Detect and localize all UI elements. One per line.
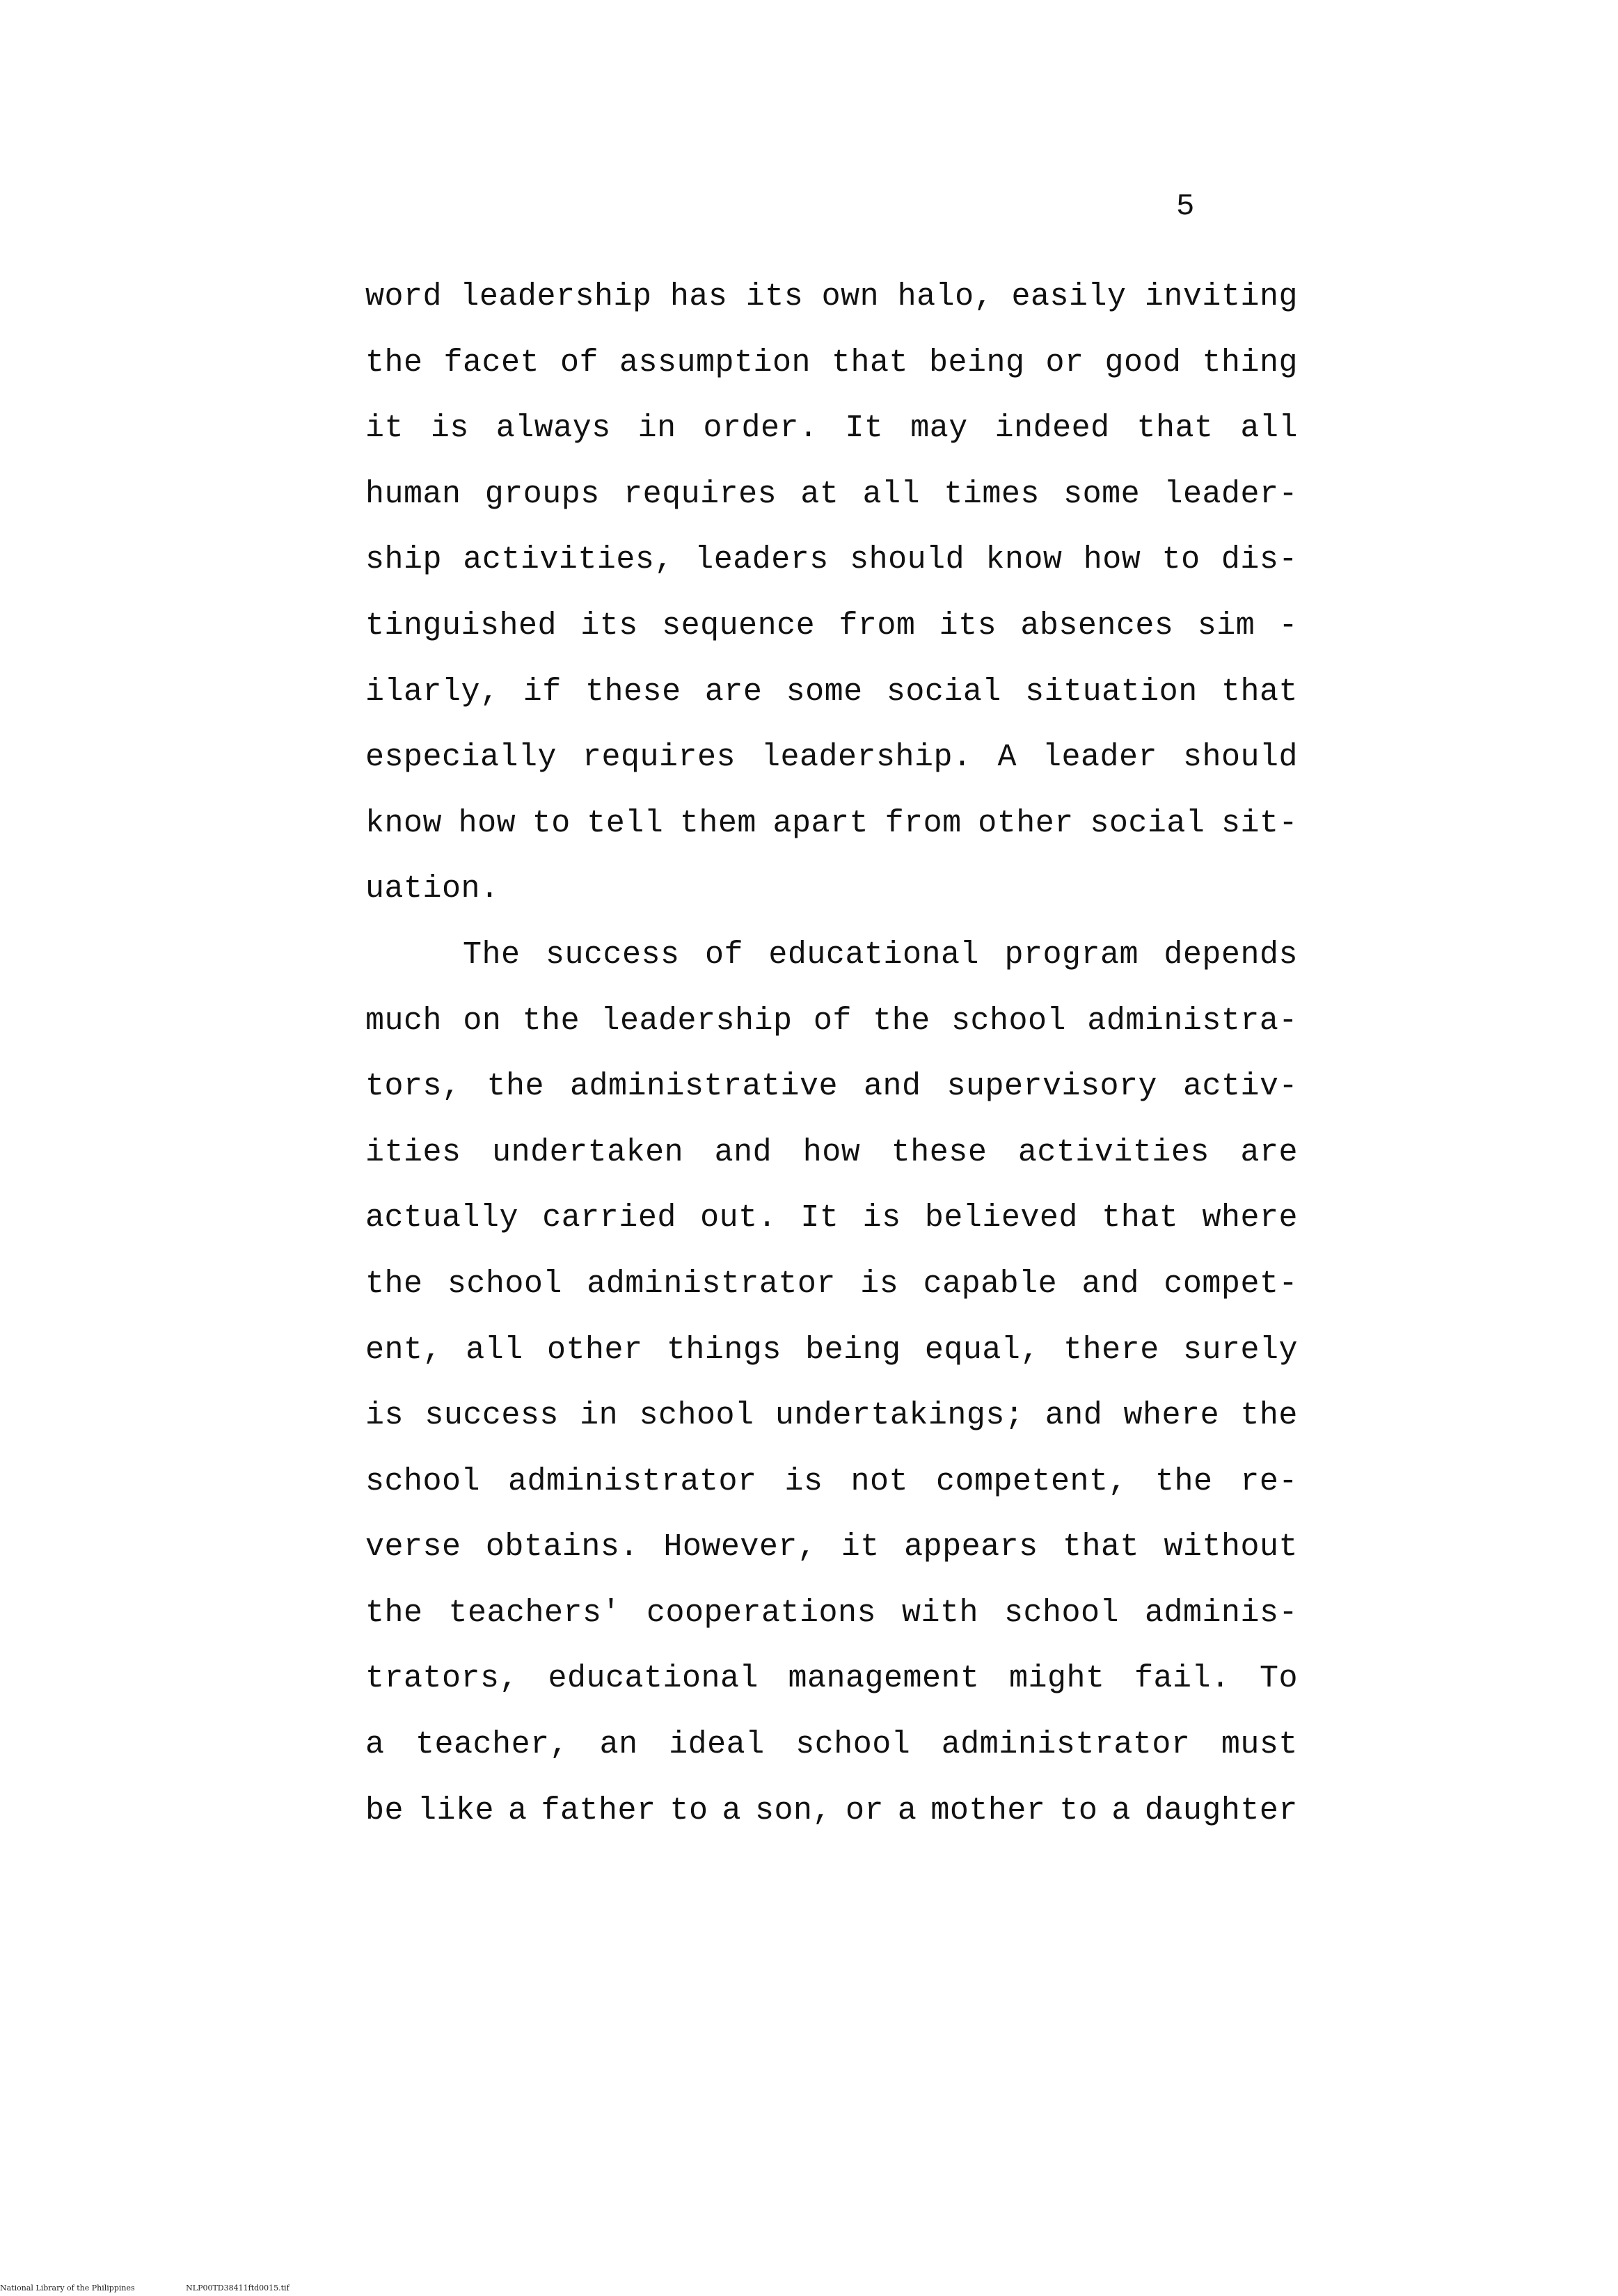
text-line bbox=[365, 1318, 1298, 1384]
word: at bbox=[800, 476, 839, 512]
word: how bbox=[802, 1134, 861, 1170]
word: how bbox=[1083, 542, 1141, 578]
word: are bbox=[704, 673, 763, 710]
word: situation bbox=[1025, 673, 1198, 710]
word: its bbox=[745, 279, 804, 314]
word: leadership bbox=[601, 1003, 793, 1039]
word: these bbox=[585, 673, 681, 710]
word: some bbox=[786, 673, 863, 710]
text-line bbox=[365, 660, 1298, 726]
word: are bbox=[1240, 1134, 1298, 1170]
text-line bbox=[365, 989, 1298, 1055]
footer-filename: NLP00TD38411ftd0015.tif bbox=[186, 2283, 290, 2293]
word: program bbox=[1004, 936, 1139, 973]
word: that bbox=[1221, 673, 1298, 710]
word: the bbox=[1155, 1463, 1213, 1499]
word: son, bbox=[754, 1792, 832, 1828]
word: and bbox=[1081, 1266, 1140, 1302]
word: to bbox=[1161, 542, 1200, 578]
word: the bbox=[365, 1595, 423, 1631]
word: being bbox=[805, 1332, 901, 1368]
word: activities bbox=[1017, 1134, 1209, 1170]
word: school bbox=[795, 1727, 911, 1763]
word: that bbox=[831, 344, 909, 381]
word: tell bbox=[587, 805, 664, 841]
word: school bbox=[951, 1003, 1067, 1039]
word: undertaken bbox=[492, 1134, 684, 1170]
word: should bbox=[1182, 740, 1298, 776]
text-line bbox=[365, 527, 1298, 593]
word: ities bbox=[365, 1134, 461, 1170]
word: where bbox=[1123, 1398, 1220, 1434]
word: that bbox=[1136, 410, 1214, 447]
word: facet bbox=[443, 344, 540, 381]
word: uation. bbox=[365, 871, 500, 907]
word: requires bbox=[582, 740, 736, 776]
word: is bbox=[430, 410, 469, 447]
word: assumption bbox=[619, 344, 811, 381]
word: all bbox=[862, 476, 921, 512]
word: teachers' bbox=[448, 1595, 621, 1631]
text-line bbox=[365, 593, 1298, 660]
word: a bbox=[722, 1792, 741, 1828]
word: be bbox=[365, 1792, 404, 1828]
word: leaders bbox=[695, 542, 829, 578]
word: educational bbox=[548, 1661, 759, 1697]
word: of bbox=[704, 936, 743, 973]
word: administrator bbox=[507, 1463, 757, 1499]
word: that bbox=[1102, 1200, 1179, 1236]
word: adminis- bbox=[1144, 1595, 1298, 1631]
word: it bbox=[841, 1529, 880, 1565]
word: - bbox=[1278, 607, 1298, 644]
word: not bbox=[850, 1463, 908, 1499]
word: verse bbox=[365, 1529, 461, 1565]
word: a bbox=[365, 1727, 385, 1763]
word: actually bbox=[365, 1200, 519, 1236]
word: to bbox=[669, 1792, 708, 1828]
word: the bbox=[522, 1003, 580, 1039]
text-line bbox=[365, 264, 1298, 330]
body-text bbox=[365, 264, 1298, 1844]
word: is bbox=[365, 1398, 404, 1434]
text-line bbox=[365, 923, 1298, 989]
word: other bbox=[978, 805, 1074, 841]
footer-library: National Library of the Philippines bbox=[0, 2283, 135, 2293]
word: cooperations bbox=[646, 1595, 877, 1631]
word: ent, bbox=[365, 1332, 443, 1368]
word: sit- bbox=[1221, 805, 1298, 841]
word: on bbox=[463, 1003, 502, 1039]
text-line bbox=[365, 1581, 1298, 1647]
text-line bbox=[365, 791, 1298, 857]
word: tors, bbox=[365, 1069, 461, 1105]
word: that bbox=[1063, 1529, 1140, 1565]
word: administrative bbox=[569, 1069, 839, 1105]
word: the bbox=[365, 344, 423, 381]
word: all bbox=[466, 1332, 523, 1368]
word: word bbox=[365, 279, 443, 314]
word: must bbox=[1221, 1727, 1298, 1763]
text-line bbox=[365, 330, 1298, 397]
word: good bbox=[1104, 344, 1182, 381]
word: is bbox=[862, 1200, 901, 1236]
word: thing bbox=[1202, 344, 1298, 381]
word: is bbox=[784, 1463, 823, 1499]
word: leadership. bbox=[761, 740, 972, 776]
word: requires bbox=[624, 476, 777, 512]
word: a bbox=[507, 1792, 528, 1828]
word: has bbox=[669, 279, 728, 314]
word: inviting bbox=[1144, 279, 1298, 314]
word: management bbox=[788, 1661, 980, 1697]
text-line bbox=[365, 462, 1298, 528]
word: absences bbox=[1020, 607, 1174, 644]
text-line bbox=[365, 1778, 1298, 1844]
word: the bbox=[873, 1003, 930, 1039]
word: or bbox=[845, 1792, 884, 1828]
word: equal, bbox=[924, 1332, 1040, 1368]
word: groups bbox=[484, 476, 600, 512]
word: to bbox=[532, 805, 571, 841]
word: know bbox=[365, 805, 443, 841]
word: ship bbox=[365, 542, 443, 578]
word: might bbox=[1009, 1661, 1105, 1697]
word: leader- bbox=[1164, 476, 1298, 512]
word: It bbox=[845, 410, 884, 447]
word: where bbox=[1202, 1200, 1298, 1236]
text-line bbox=[365, 1054, 1298, 1120]
word: times bbox=[944, 476, 1040, 512]
word: with bbox=[901, 1595, 979, 1631]
word: the bbox=[1240, 1398, 1298, 1434]
word: activities, bbox=[463, 542, 674, 578]
word: A bbox=[997, 740, 1017, 776]
word: educational bbox=[768, 936, 979, 973]
word: mother bbox=[930, 1792, 1046, 1828]
word: like bbox=[417, 1792, 495, 1828]
word: much bbox=[365, 1003, 443, 1039]
word: its bbox=[939, 607, 997, 644]
word: social bbox=[1090, 805, 1205, 841]
word: surely bbox=[1182, 1332, 1298, 1368]
word: trators, bbox=[365, 1661, 519, 1697]
word: being bbox=[928, 344, 1025, 381]
text-line bbox=[365, 396, 1298, 462]
word: depends bbox=[1164, 936, 1298, 973]
word: competent, bbox=[935, 1463, 1127, 1499]
word: a bbox=[897, 1792, 917, 1828]
word: it bbox=[365, 410, 404, 447]
word: To bbox=[1259, 1661, 1298, 1697]
word: how bbox=[458, 805, 516, 841]
word: and bbox=[1045, 1398, 1103, 1434]
word: or bbox=[1045, 344, 1084, 381]
word: easily bbox=[1011, 279, 1127, 314]
word: know bbox=[985, 542, 1063, 578]
word: success bbox=[425, 1398, 559, 1434]
text-line bbox=[365, 1449, 1298, 1515]
word: in bbox=[637, 410, 676, 447]
text-line bbox=[365, 1120, 1298, 1186]
text-line bbox=[365, 1646, 1298, 1712]
word: undertakings; bbox=[775, 1398, 1024, 1434]
word: The bbox=[463, 936, 521, 973]
word: fail. bbox=[1134, 1661, 1230, 1697]
word: success bbox=[545, 936, 680, 973]
word: apart bbox=[772, 805, 869, 841]
word: all bbox=[1240, 410, 1298, 447]
page-number: 5 bbox=[1176, 189, 1195, 224]
word: in bbox=[580, 1398, 619, 1434]
word: school bbox=[447, 1266, 562, 1302]
word: re- bbox=[1240, 1463, 1298, 1499]
word: there bbox=[1063, 1332, 1159, 1368]
text-line bbox=[365, 1712, 1298, 1778]
word: things bbox=[666, 1332, 782, 1368]
word: without bbox=[1164, 1529, 1298, 1565]
word: appears bbox=[904, 1529, 1038, 1565]
word: should bbox=[850, 542, 965, 578]
word: own bbox=[821, 279, 880, 314]
word: ilarly, bbox=[365, 673, 500, 710]
word: daughter bbox=[1144, 1792, 1298, 1828]
word: human bbox=[365, 476, 461, 512]
word: carried bbox=[542, 1200, 676, 1236]
word: administrator bbox=[941, 1727, 1191, 1763]
word: compet- bbox=[1164, 1266, 1298, 1302]
word: of bbox=[560, 344, 598, 381]
word: believed bbox=[924, 1200, 1078, 1236]
word: sim bbox=[1197, 607, 1255, 644]
text-line bbox=[365, 1252, 1298, 1318]
word: order. bbox=[703, 410, 818, 447]
word: tinguished bbox=[365, 607, 557, 644]
word: to bbox=[1059, 1792, 1098, 1828]
word: capable bbox=[923, 1266, 1058, 1302]
word: some bbox=[1063, 476, 1141, 512]
word: administra- bbox=[1087, 1003, 1298, 1039]
word: school bbox=[639, 1398, 754, 1434]
word: teacher, bbox=[415, 1727, 569, 1763]
word: out. bbox=[700, 1200, 777, 1236]
word: activ- bbox=[1182, 1069, 1298, 1105]
word: of bbox=[813, 1003, 852, 1039]
word: indeed bbox=[994, 410, 1110, 447]
word: leader bbox=[1042, 740, 1158, 776]
text-line bbox=[365, 1186, 1298, 1252]
word: from bbox=[839, 607, 916, 644]
word: them bbox=[679, 805, 756, 841]
text-line bbox=[365, 725, 1298, 791]
word: the bbox=[486, 1069, 544, 1105]
word: from bbox=[885, 805, 962, 841]
word: It bbox=[800, 1200, 839, 1236]
word: leadership bbox=[460, 279, 652, 314]
word: especially bbox=[365, 740, 557, 776]
word: these bbox=[891, 1134, 988, 1170]
word: a bbox=[1111, 1792, 1131, 1828]
word: and bbox=[863, 1069, 921, 1105]
word: dis- bbox=[1221, 542, 1298, 578]
word: is bbox=[860, 1266, 899, 1302]
word: its bbox=[580, 607, 638, 644]
word: if bbox=[523, 673, 562, 710]
word: the bbox=[365, 1266, 423, 1302]
word: supervisory bbox=[946, 1069, 1157, 1105]
text-line bbox=[365, 1515, 1298, 1581]
word: ideal bbox=[669, 1727, 765, 1763]
word: always bbox=[495, 410, 611, 447]
word: administrator bbox=[587, 1266, 836, 1302]
scan-footer bbox=[0, 2283, 338, 2293]
word: school bbox=[365, 1463, 481, 1499]
word: and bbox=[714, 1134, 772, 1170]
word: obtains. bbox=[485, 1529, 639, 1565]
word: halo, bbox=[897, 279, 994, 314]
word: social bbox=[886, 673, 1001, 710]
word: However, bbox=[663, 1529, 817, 1565]
word: sequence bbox=[662, 607, 816, 644]
word: may bbox=[910, 410, 968, 447]
word: school bbox=[1004, 1595, 1119, 1631]
word: other bbox=[547, 1332, 643, 1368]
word: an bbox=[599, 1727, 638, 1763]
word: father bbox=[541, 1792, 656, 1828]
text-line bbox=[365, 1383, 1298, 1449]
text-line bbox=[365, 856, 1298, 923]
